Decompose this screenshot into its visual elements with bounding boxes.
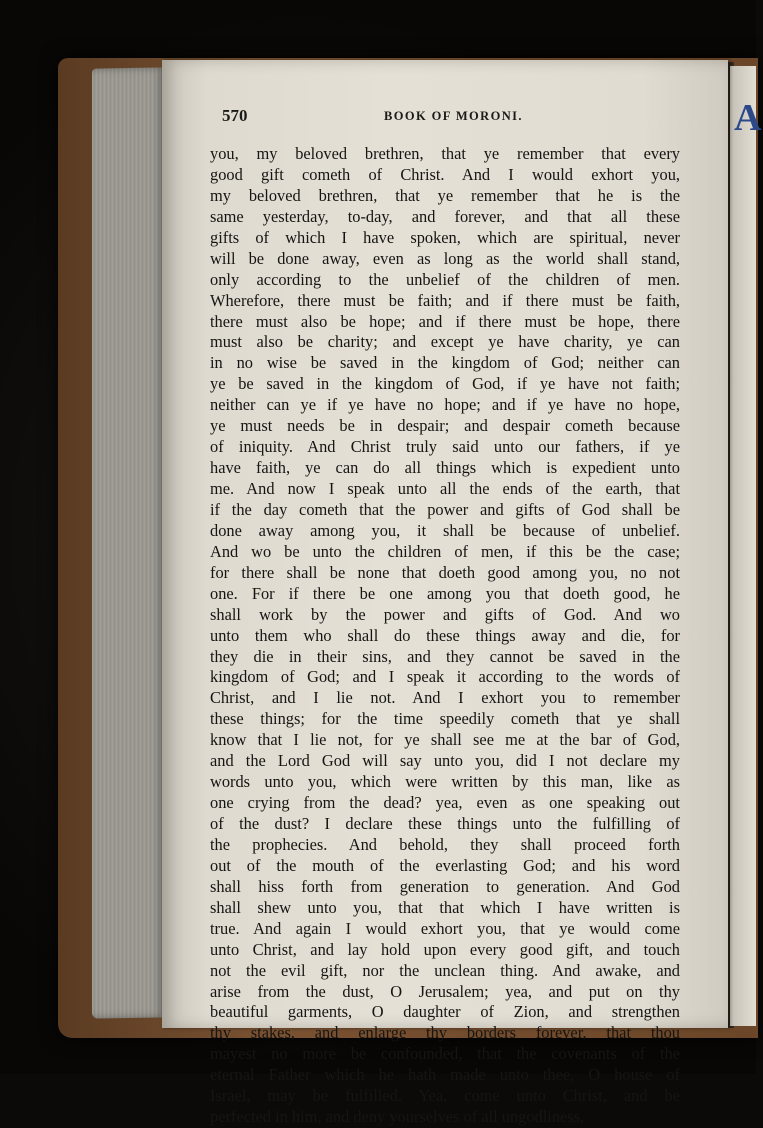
text-line: shall shew unto you, that that which I have written is [210, 897, 680, 917]
text-line: must also be charity; and except ye have charity, ye can [210, 332, 680, 352]
facing-page [730, 66, 763, 1026]
text-line: Wherefore, there must be faith; and if there must be faith, [210, 290, 680, 310]
text-line: out of the mouth of the everlasting God; and his word [210, 855, 680, 875]
text-line: good gift cometh of Christ. And I would exhort you, [210, 164, 680, 184]
text-line: gifts of which I have spoken, which are spiritual, never [210, 227, 680, 247]
text-line: eternal Father which he hath made unto thee, O house of [210, 1065, 680, 1085]
text-line: of the dust? I declare these things unto the fulfilling of [210, 814, 680, 833]
text-line: these things; for the time speedily cometh that ye shall [210, 709, 680, 729]
text-line: And wo be unto the children of men, if this be the case; [210, 541, 680, 561]
text-line: know that I lie not, for ye shall see me at the bar of God, [210, 730, 680, 750]
text-line: same yesterday, to-day, and forever, and that all these [210, 206, 680, 226]
text-line: one crying from the dead? yea, even as one speaking out [210, 793, 680, 813]
text-line: true. And again I would exhort you, that ye would come [210, 918, 680, 938]
text-line: neither can ye if ye have no hope; and if ye have no hope, [210, 395, 680, 415]
facing-page-mark: A [734, 97, 763, 139]
text-line: Israel, may be fulfilled. Yea, come unto Christ, and be [210, 1086, 680, 1106]
text-line: ye be saved in the kingdom of God, if ye have not faith; [210, 374, 680, 394]
text-line: thy stakes, and enlarge thy borders forever, that thou [210, 1023, 680, 1043]
text-line: and the Lord God will say unto you, did I not declare my [210, 751, 680, 771]
text-line: perfected in him, and deny yourselves of all ungodliness, [210, 1107, 585, 1127]
text-line: my beloved brethren, that ye remember that he is the [210, 185, 680, 205]
text-line: kingdom of God; and I speak it according to the words of [210, 667, 680, 687]
text-line: one. For if there be one among you that doeth good, he [210, 583, 680, 603]
text-line: beautiful garments, O daughter of Zion, and strengthen [210, 1002, 680, 1022]
text-line: of iniquity. And Christ truly said unto our fathers, if ye [210, 437, 680, 457]
text-line: there must also be hope; and if there must be hope, there [210, 311, 680, 331]
text-line: words unto you, which were written by this man, like as [210, 772, 680, 792]
text-line: mayest no more be confounded, that the covenants of the [210, 1044, 680, 1064]
body-text [210, 144, 680, 1128]
text-line: only according to the unbelief of the children of men. [210, 269, 680, 289]
text-line: if the day cometh that the power and gifts of God shall be [210, 499, 680, 519]
text-line: unto Christ, and lay hold upon every good gift, and touch [210, 939, 680, 959]
page-header [222, 106, 678, 130]
text-line: you, my beloved brethren, that ye remember that every [210, 144, 680, 163]
text-line: the prophecies. And behold, they shall proceed forth [210, 834, 680, 854]
running-head: BOOK OF MORONI. [384, 109, 523, 123]
text-line: ye must needs be in despair; and despair cometh because [210, 416, 680, 436]
text-line: me. And now I speak unto all the ends of the earth, that [210, 479, 680, 498]
text-line: have faith, ye can do all things which is expedient unto [210, 458, 680, 478]
text-line: unto them who shall do these things away and die, for [210, 625, 680, 645]
text-line: done away among you, it shall be because of unbelief. [210, 520, 680, 540]
text-line: in no wise be saved in the kingdom of God; neither can [210, 353, 680, 373]
text-line: for there shall be none that doeth good among you, no not [210, 562, 680, 582]
text-line: will be done away, even as long as the world shall stand, [210, 248, 680, 268]
page-edges [92, 67, 166, 1018]
text-line: Christ, and I lie not. And I exhort you to remember [210, 688, 680, 708]
page-number: 570 [222, 106, 248, 125]
text-line: arise from the dust, O Jerusalem; yea, and put on thy [210, 981, 680, 1001]
text-line: shall work by the power and gifts of God. And wo [210, 604, 680, 624]
text-line: not the evil gift, nor the unclean thing. And awake, and [210, 960, 680, 980]
text-line: they die in their sins, and they cannot be saved in the [210, 646, 680, 666]
text-line: shall hiss forth from generation to generation. And God [210, 876, 680, 896]
